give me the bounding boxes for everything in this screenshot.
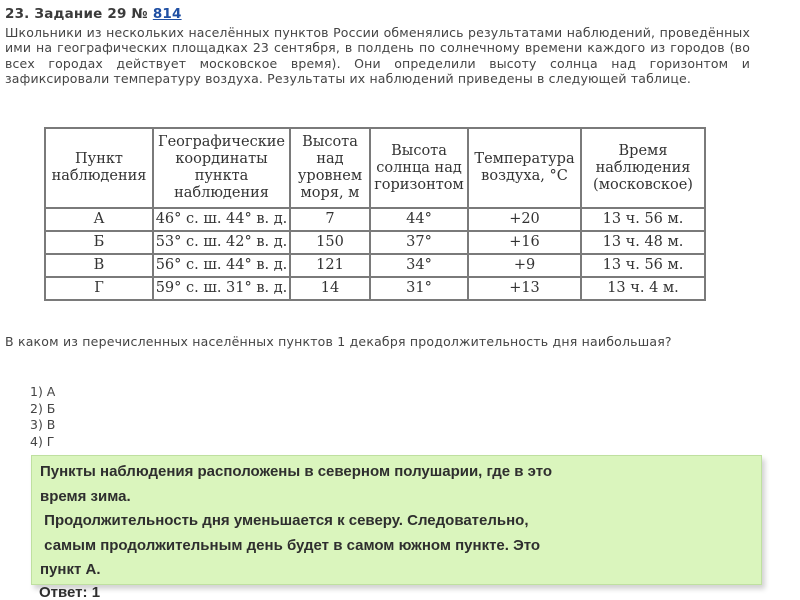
explanation-line: Пункты наблюдения расположены в северном полушарии, где в это: [40, 463, 553, 480]
table-cell: +13: [468, 277, 581, 300]
column-header: Время наблюдения (московское): [581, 128, 705, 208]
table-cell: 31°: [370, 277, 468, 300]
table-cell: 13 ч. 56 м.: [581, 254, 705, 277]
answer-text: Ответ: 1: [39, 585, 101, 600]
observation-table: [44, 127, 706, 301]
question-text: В каком из перечисленных населённых пунктов 1 декабря продолжительность дня наибольшая?: [5, 334, 672, 349]
table-cell: Б: [45, 231, 153, 254]
explanation-line: пункт А.: [40, 561, 101, 578]
table-cell: 46° с. ш. 44° в. д.: [153, 208, 290, 231]
table-cell: 53° с. ш. 42° в. д.: [153, 231, 290, 254]
table-cell: 34°: [370, 254, 468, 277]
table-cell: 37°: [370, 231, 468, 254]
explanation-line: Продолжительность дня уменьшается к северу. Следовательно,: [40, 512, 529, 529]
option-item[interactable]: 3) В: [30, 417, 56, 433]
table-cell: +9: [468, 254, 581, 277]
table-cell: 14: [290, 277, 370, 300]
table-cell: 13 ч. 56 м.: [581, 208, 705, 231]
table-cell: 56° с. ш. 44° в. д.: [153, 254, 290, 277]
explanation-line: самым продолжительным день будет в самом южном пункте. Это: [40, 536, 541, 554]
table-cell: 150: [290, 231, 370, 254]
table-cell: +20: [468, 208, 581, 231]
table-cell: 59° с. ш. 31° в. д.: [153, 277, 290, 300]
table-row: [45, 231, 705, 254]
table-cell: 44°: [370, 208, 468, 231]
intro-text: Школьники из нескольких населённых пунктов России обменялись результатами наблюдений, проведённых ими на географических площадках 23 сентября, в полдень по солнечному времени каждого из городов (во всех городах действует московское время). Они определили высоту солнца над горизонтом и зафиксировали температуру воздуха. Результаты их наблюдений приведены в следующей таблице.: [5, 25, 750, 87]
explanation-box: [31, 455, 762, 585]
column-header: Географические координаты пункта наблюдения: [153, 128, 290, 208]
table-cell: +16: [468, 231, 581, 254]
table-cell: Г: [45, 277, 153, 300]
column-header: Температура воздуха, °С: [468, 128, 581, 208]
table-cell: А: [45, 208, 153, 231]
task-title: 23. Задание 29 №: [5, 6, 148, 22]
column-header: Пункт наблюдения: [45, 128, 153, 208]
table-cell: В: [45, 254, 153, 277]
table-row: [45, 254, 705, 277]
column-header: Высота над уровнем моря, м: [290, 128, 370, 208]
option-item[interactable]: 2) Б: [30, 400, 56, 416]
table-cell: 13 ч. 48 м.: [581, 231, 705, 254]
table-row: [45, 208, 705, 231]
option-item[interactable]: 4) Г: [30, 433, 55, 449]
table-row: [45, 277, 705, 300]
table-header-row: [45, 128, 705, 208]
answer-options: [30, 384, 55, 450]
option-item[interactable]: 1) А: [30, 384, 56, 399]
table-cell: 121: [290, 254, 370, 277]
explanation-line: время зима.: [40, 487, 131, 505]
table-cell: 7: [290, 208, 370, 231]
task-number-link[interactable]: 814: [152, 6, 182, 22]
table-cell: 13 ч. 4 м.: [581, 277, 705, 300]
task-header: [5, 6, 795, 22]
column-header: Высота солнца над горизонтом: [370, 128, 468, 208]
